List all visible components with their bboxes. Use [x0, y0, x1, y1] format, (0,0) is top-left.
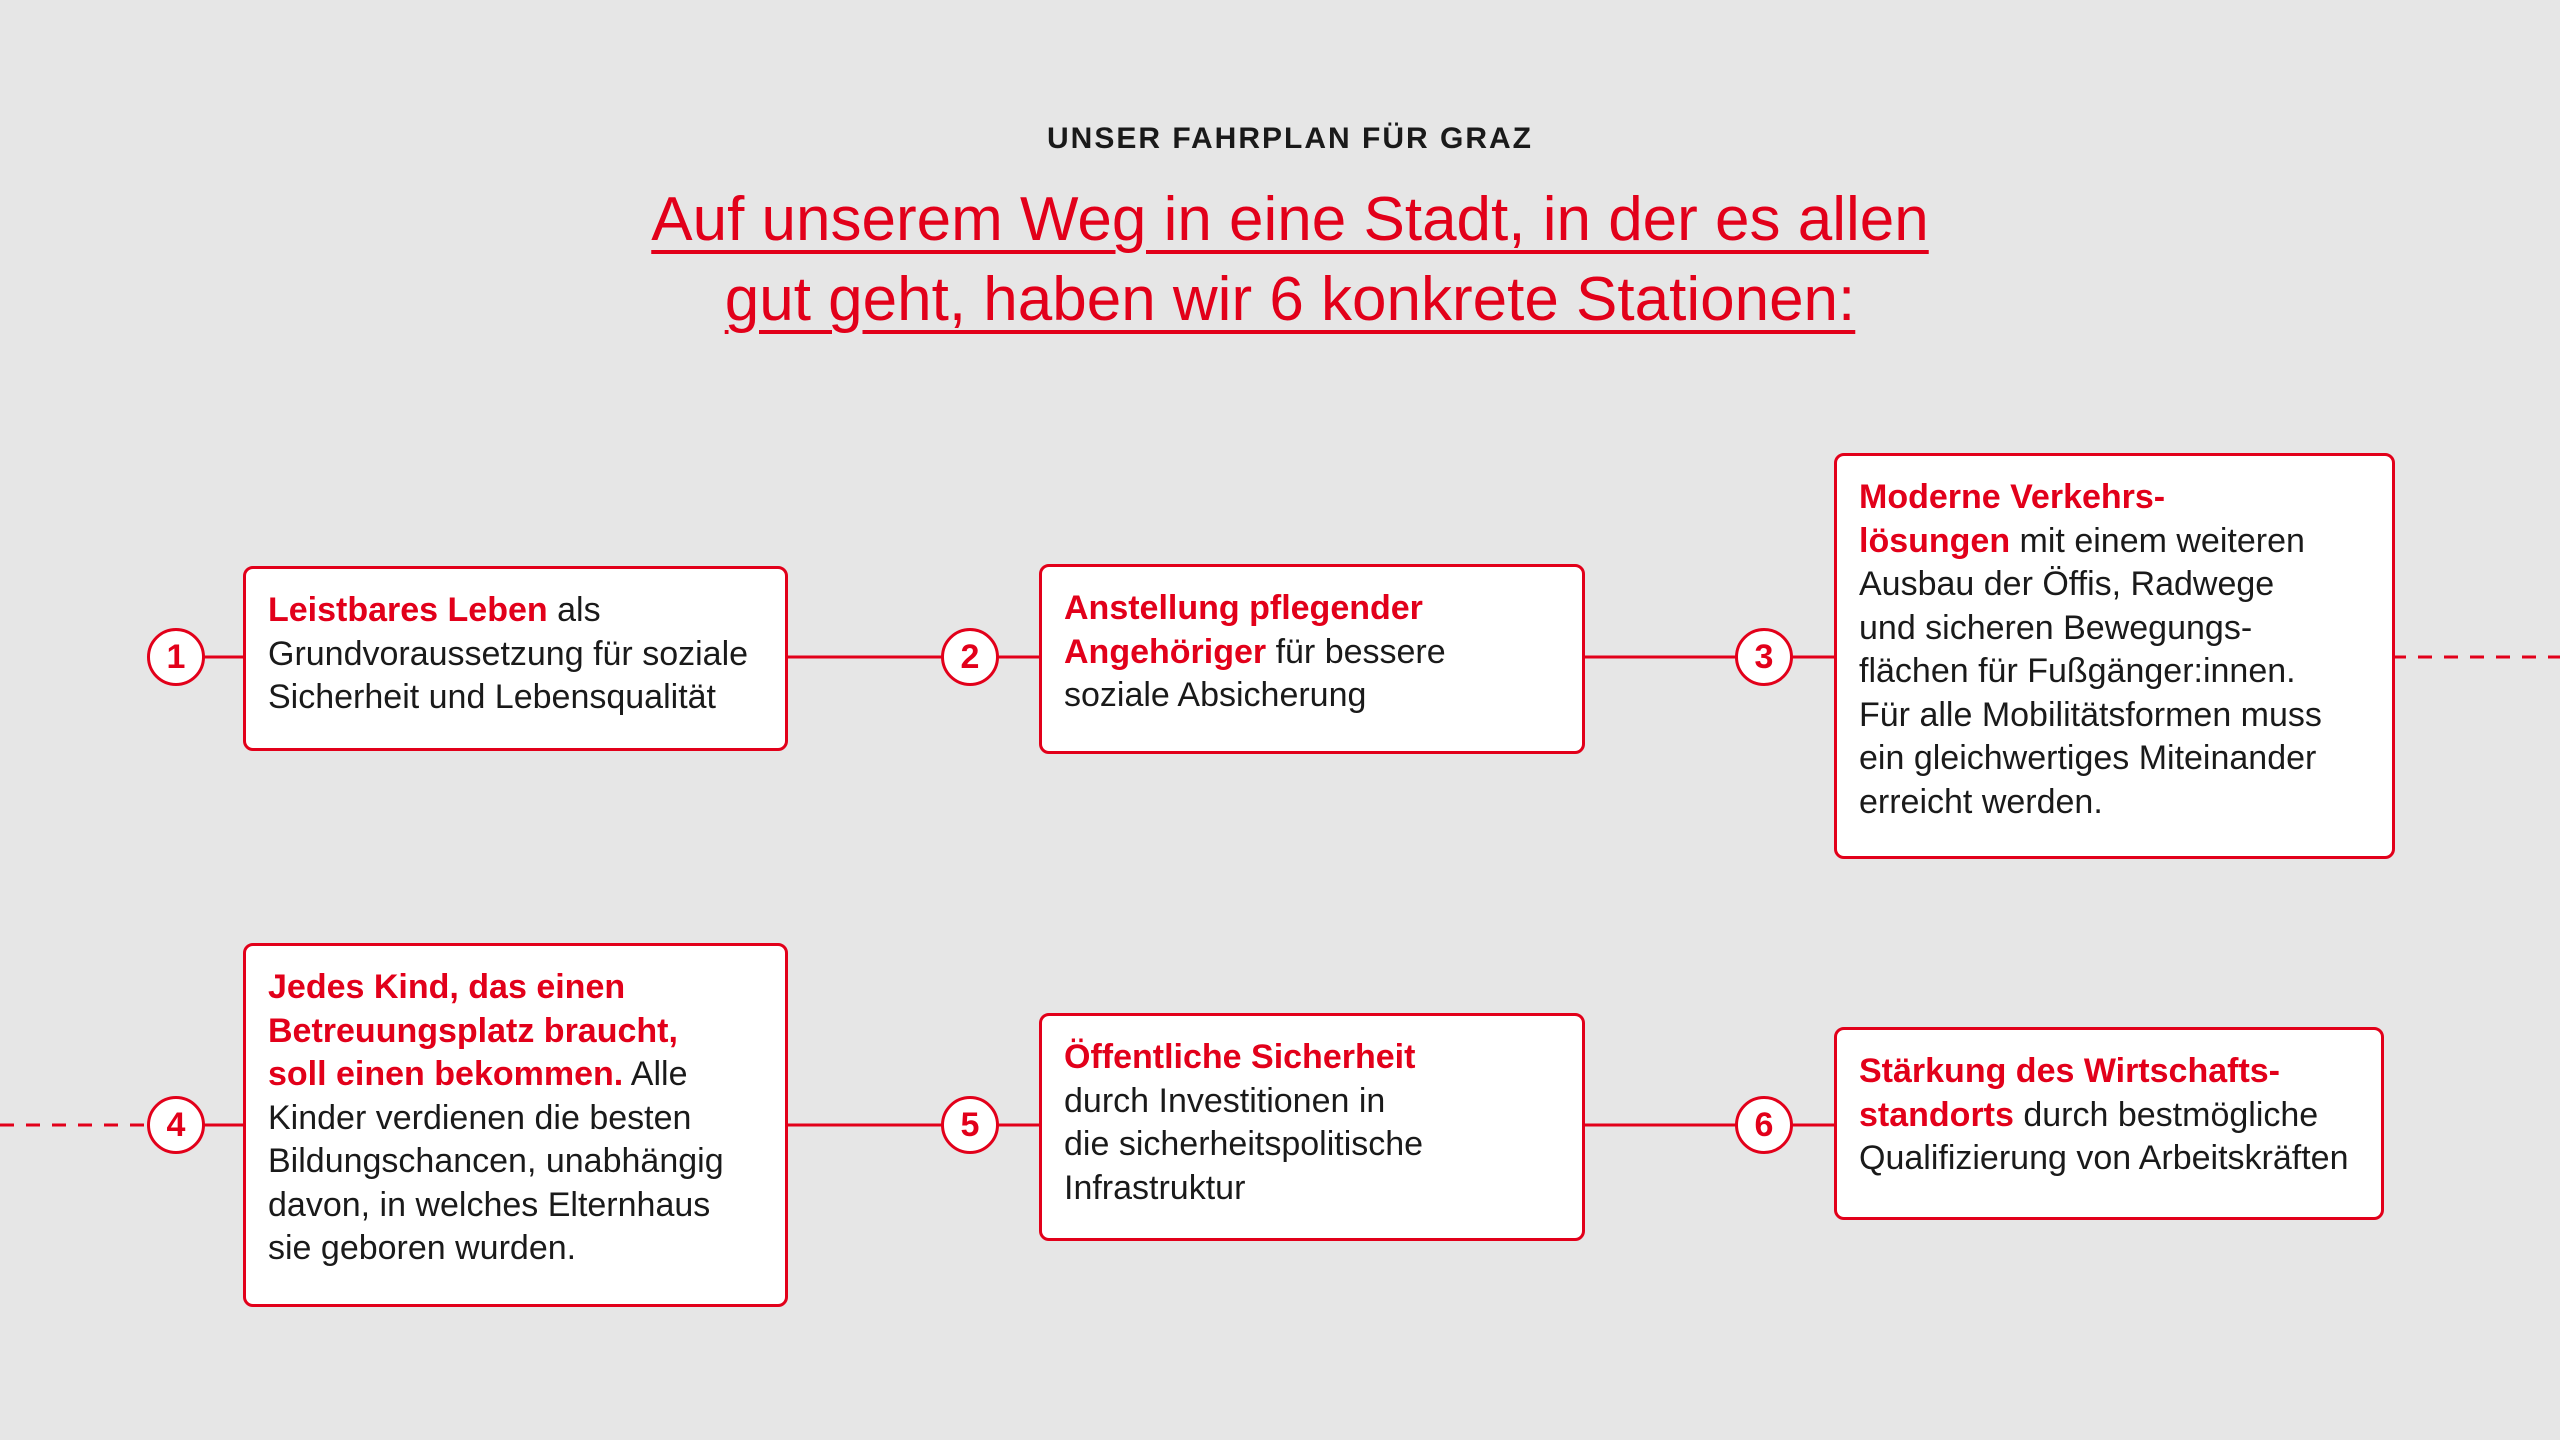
station-number-6: 6 [1735, 1096, 1793, 1154]
station-text: durch Investitionen in [1064, 1081, 1386, 1120]
station-text: Sicherheit und Lebensqualität [268, 678, 716, 716]
station-text: sie geboren wurden. [268, 1229, 577, 1267]
station-card-5 [1039, 1013, 1585, 1241]
station-text: Für alle Mobilitätsformen muss [1859, 695, 2322, 734]
station-text: und sicheren Bewegungs- [1859, 608, 2253, 647]
station-text: Infrastruktur [1064, 1168, 1246, 1207]
station-text: Qualifizierung von Arbeitskräften [1859, 1139, 2349, 1177]
headline-line-1: Auf unserem Weg in eine Stadt, in der es allen [651, 185, 1929, 254]
station-text: für bessere [1266, 632, 1446, 671]
station-card-2 [1039, 564, 1585, 754]
station-highlight: standorts [1859, 1095, 2014, 1134]
headline-line-2: gut geht, haben wir 6 konkrete Stationen: [724, 265, 1856, 334]
station-highlight: Anstellung pflegender [1064, 589, 1423, 627]
station-text: Ausbau der Öffis, Radwege [1859, 565, 2275, 603]
station-text: Alle [623, 1055, 688, 1093]
station-text: soziale Absicherung [1064, 676, 1367, 714]
station-text: Kinder verdienen die besten [268, 1098, 692, 1137]
station-highlight: Betreuungsplatz braucht, [268, 1011, 678, 1050]
station-highlight: Moderne Verkehrs- [1859, 478, 2166, 516]
station-highlight: lösungen [1859, 521, 2011, 560]
station-text: Bildungschancen, unabhängig [268, 1142, 724, 1180]
eyebrow-title: UNSER FAHRPLAN FÜR GRAZ [1047, 122, 1533, 155]
station-number-1: 1 [147, 628, 205, 686]
station-card-3 [1834, 453, 2395, 859]
station-text: Grundvoraussetzung für soziale [268, 634, 749, 673]
station-text: durch bestmögliche [2013, 1095, 2319, 1134]
station-highlight: Angehöriger [1064, 632, 1267, 671]
station-highlight: Jedes Kind, das einen [268, 968, 626, 1006]
station-card-6 [1834, 1027, 2384, 1220]
station-number-3: 3 [1735, 628, 1793, 686]
station-number-2: 2 [941, 628, 999, 686]
station-text: mit einem weiteren [2010, 521, 2305, 560]
station-card-1 [243, 566, 788, 751]
station-number-4: 4 [147, 1096, 205, 1154]
station-text: ein gleichwertiges Miteinander [1859, 739, 2317, 777]
station-text: davon, in welches Elternhaus [268, 1185, 711, 1224]
station-highlight: soll einen bekommen. [268, 1055, 624, 1093]
station-highlight: Leistbares Leben [268, 591, 548, 629]
station-highlight: Öffentliche Sicherheit [1064, 1038, 1416, 1076]
station-text: flächen für Fußgänger:innen. [1859, 652, 2296, 690]
station-text: erreicht werden. [1859, 782, 2103, 821]
station-card-4 [243, 943, 788, 1307]
station-number-5: 5 [941, 1096, 999, 1154]
station-text: die sicherheitspolitische [1064, 1125, 1424, 1163]
station-highlight: Stärkung des Wirtschafts- [1859, 1052, 2280, 1090]
station-text: als [547, 591, 601, 629]
